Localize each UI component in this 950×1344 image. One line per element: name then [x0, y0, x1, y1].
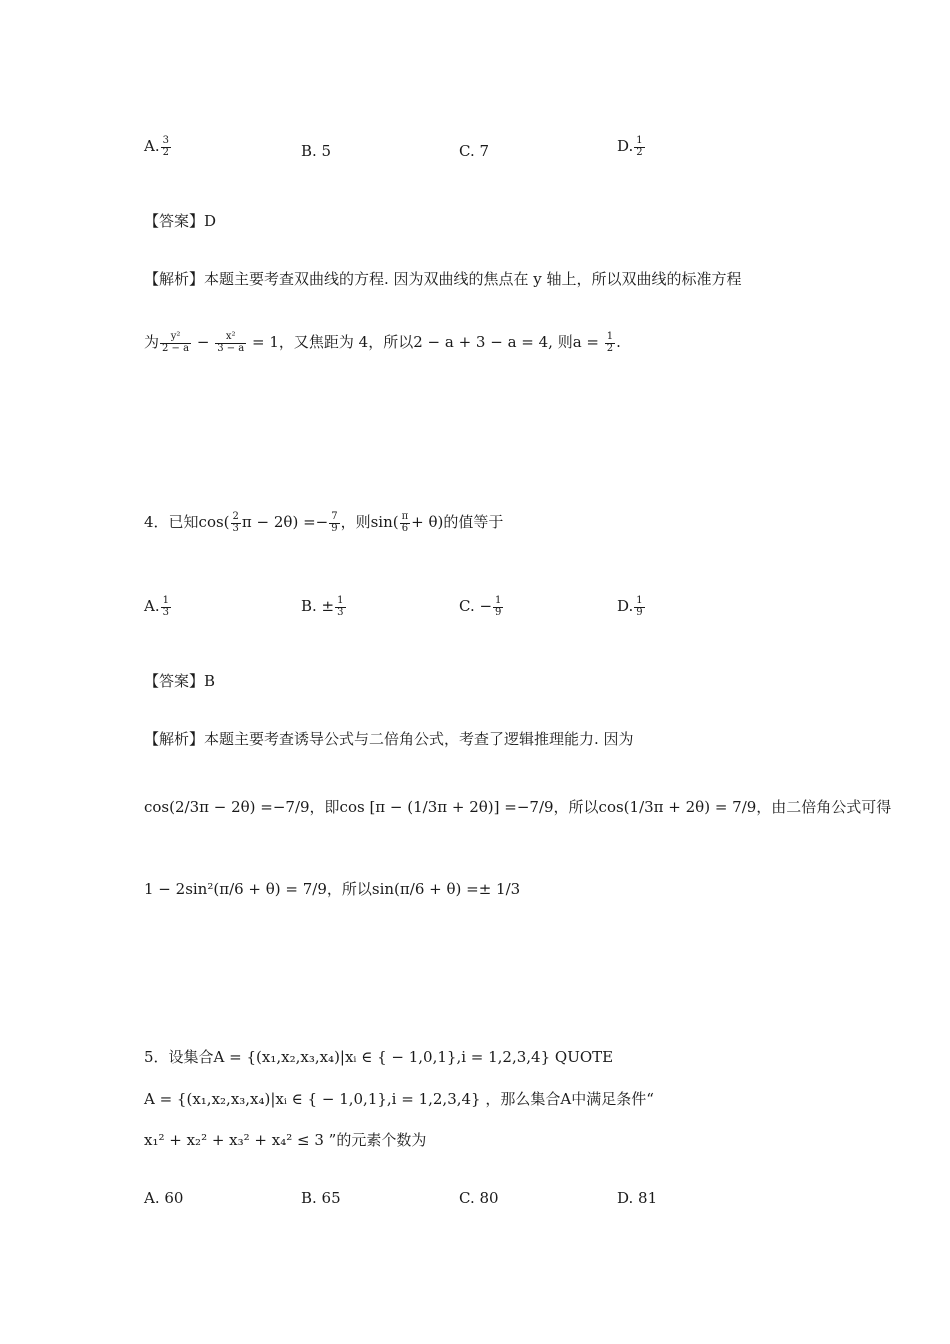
fraction: $\frac{1}{3}$	[162, 595, 169, 618]
fraction: $\frac{\text{x²}}{3 - a}$	[217, 331, 245, 354]
fraction: $\frac{\text{y²}}{2 - a}$	[162, 331, 190, 354]
q4-answer: 【答案】B	[144, 672, 216, 690]
fraction: $\frac{3}{2}$	[162, 135, 169, 158]
q3-analysis-line2: 为 $\frac{\text{y²}}{2 - a}$ − $\frac{\text{x²}}{3 - a}$ = 1，又焦距为 4，所以2 − a + 3 − a = 4, 则a = $\frac{1}{2}$ .	[144, 331, 621, 354]
q4-analysis-line2: cos(2/3π − 2θ) =−7/9，即cos [π − (1/3π + 2θ)] =−7/9，所以cos(1/3π + 2θ) = 7/9，由二倍角公式可得	[144, 798, 892, 816]
q5-stem-line2: A = {(x₁,x₂,x₃,x₄)|xᵢ ∈ { − 1,0,1},i = 1,2,3,4} ，那么集合A中满足条件“	[144, 1090, 654, 1108]
q4-analysis-line1: 【解析】本题主要考查诱导公式与二倍角公式，考查了逻辑推理能力. 因为	[144, 730, 634, 748]
fraction: $\frac{7}{9}$	[331, 511, 338, 534]
q5-stem-line3: x₁² + x₂² + x₃² + x₄² ≤ 3 ”的元素个数为	[144, 1131, 427, 1149]
q4-option-d: D. $\frac{1}{9}$	[617, 595, 643, 618]
q3-option-d: D. $\frac{1}{2}$	[617, 135, 643, 158]
fraction: $\frac{\pi}{6}$	[401, 511, 409, 534]
fraction: $\frac{1}{9}$	[636, 595, 643, 618]
fraction: $\frac{2}{3}$	[232, 511, 239, 534]
q5-option-b: B. 65	[301, 1189, 341, 1207]
q3-option-a: A. $\frac{3}{2}$	[144, 135, 169, 158]
q3-option-b: B. 5	[301, 142, 332, 160]
fraction: $\frac{1}{3}$	[337, 595, 344, 618]
q4-option-b: B. ± $\frac{1}{3}$	[301, 595, 344, 618]
q5-stem-line1: 5．设集合A = {(x₁,x₂,x₃,x₄)|xᵢ ∈ { − 1,0,1},i = 1,2,3,4} QUOTE	[144, 1048, 614, 1066]
q4-option-c: C. − $\frac{1}{9}$	[459, 595, 502, 618]
q4-analysis-line3: 1 − 2sin²(π/6 + θ) = 7/9，所以sin(π/6 + θ) =± 1/3	[144, 880, 521, 898]
fraction: $\frac{1}{2}$	[636, 135, 643, 158]
q3-answer: 【答案】D	[144, 212, 217, 230]
q5-option-d: D. 81	[617, 1189, 658, 1207]
q4-option-a: A. $\frac{1}{3}$	[144, 595, 169, 618]
q3-analysis-line1: 【解析】本题主要考查双曲线的方程. 因为双曲线的焦点在 y 轴上，所以双曲线的标准方程	[144, 270, 742, 288]
fraction: $\frac{1}{9}$	[495, 595, 502, 618]
q4-stem: 4．已知cos( $\frac{2}{3}$ π − 2θ) =− $\frac{7}{9}$ ，则sin( $\frac{\pi}{6}$ + θ)的值等于	[144, 511, 504, 534]
q5-option-c: C. 80	[459, 1189, 499, 1207]
fraction: $\frac{1}{2}$	[606, 331, 614, 354]
q5-option-a: A. 60	[144, 1189, 184, 1207]
q3-option-c: C. 7	[459, 142, 490, 160]
